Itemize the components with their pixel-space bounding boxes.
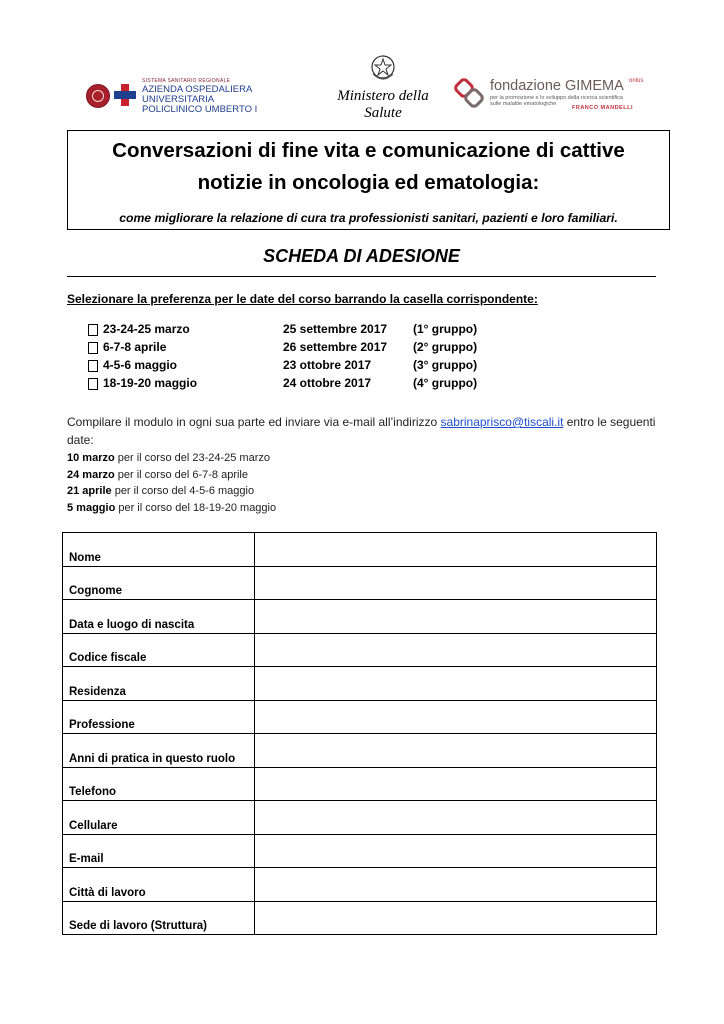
- deadline-list: [67, 450, 276, 516]
- university-seal-icon: [86, 84, 110, 108]
- birth-date-place-field[interactable]: [255, 601, 660, 633]
- form-row: [63, 734, 657, 768]
- email-link[interactable]: sabrinaprisco@tiscali.it: [440, 415, 564, 429]
- form-row: [63, 667, 657, 701]
- field-label: Codice fiscale: [63, 633, 255, 667]
- divider: [67, 276, 656, 277]
- deadline-item: 10 marzo per il corso del 23-24-25 marzo: [67, 452, 270, 464]
- form-row: [63, 901, 657, 935]
- hospital-cross-icon: [114, 84, 136, 106]
- gimema-title: fondazione GIMEMA: [490, 78, 624, 94]
- form-row: [63, 600, 657, 634]
- field-label: Nome: [63, 533, 255, 567]
- italian-emblem-icon: [370, 54, 396, 82]
- date-option-checkbox[interactable]: [88, 378, 98, 390]
- codice-fiscale-field[interactable]: [255, 634, 660, 666]
- field-label: Telefono: [63, 767, 255, 801]
- cellulare-field[interactable]: [255, 802, 660, 834]
- cognome-field[interactable]: [255, 567, 660, 599]
- field-label: Data e luogo di nascita: [63, 600, 255, 634]
- ministry-logo: [318, 48, 448, 121]
- deadline-item: 21 aprile per il corso del 4-5-6 maggio: [67, 485, 255, 497]
- gimema-mark-icon: [454, 78, 484, 108]
- field-label: Residenza: [63, 667, 255, 701]
- years-practice-field[interactable]: [255, 735, 660, 767]
- date-option-checkbox[interactable]: [88, 324, 98, 336]
- residenza-field[interactable]: [255, 668, 660, 700]
- page-title: Conversazioni di fine vita e comunicazione di cattive notizie in oncologia ed ematologia:: [112, 139, 625, 194]
- professione-field[interactable]: [255, 701, 660, 733]
- registration-form: [62, 532, 657, 935]
- date-option-2: 6-7-8 aprile 26 settembre 2017 (2° gruppo): [88, 340, 508, 358]
- field-label: Cellulare: [63, 801, 255, 835]
- deadline-item: 5 maggio per il corso del 18-19-20 maggio: [67, 501, 277, 514]
- course-date-options: [88, 322, 508, 394]
- hospital-caption: SISTEMA SANITARIO REGIONALE: [142, 78, 231, 84]
- date-option-4: 18-19-20 maggio 24 ottobre 2017 (4° gruppo): [88, 376, 508, 394]
- section-title: SCHEDA DI ADESIONE: [263, 246, 460, 266]
- form-row: [63, 767, 657, 801]
- gimema-onlus: onlus: [629, 78, 644, 84]
- workplace-field[interactable]: [255, 902, 660, 934]
- form-row: [63, 700, 657, 734]
- date-option-checkbox[interactable]: [88, 360, 98, 372]
- deadline-item: 24 marzo per il corso del 6-7-8 aprile: [67, 468, 248, 481]
- field-label: Cognome: [63, 566, 255, 600]
- date-option-1: 23-24-25 marzo 25 settembre 2017 (1° gruppo): [88, 322, 508, 340]
- hospital-name: AZIENDA OSPEDALIERA UNIVERSITARIA POLICLINICO UMBERTO I: [142, 84, 258, 115]
- form-row: [63, 801, 657, 835]
- form-row: [63, 533, 657, 567]
- date-option-3: 4-5-6 maggio 23 ottobre 2017 (3° gruppo): [88, 358, 508, 376]
- hospital-logo: [82, 76, 312, 115]
- field-label: Anni di pratica in questo ruolo: [63, 734, 255, 768]
- page-subtitle: come migliorare la relazione di cura tra professionisti sanitari, pazienti e loro familiari.: [119, 211, 618, 225]
- telefono-field[interactable]: [255, 768, 660, 800]
- form-row: [63, 633, 657, 667]
- form-row: [63, 868, 657, 902]
- nome-field[interactable]: [255, 534, 660, 566]
- title-box: [67, 130, 670, 230]
- email-field[interactable]: [255, 835, 660, 867]
- form-row: [63, 566, 657, 600]
- gimema-logo: [454, 78, 654, 112]
- form-row: [63, 834, 657, 868]
- instruction-text: Selezionare la preferenza per le date del corso barrando la casella corrispondente:: [67, 292, 538, 306]
- submission-instructions: Compilare il modulo in ogni sua parte ed inviare via e-mail all’indirizzo sabrinaprisco@tiscali.it entro le seguenti date:: [67, 415, 656, 447]
- field-label: Città di lavoro: [63, 868, 255, 902]
- gimema-subtitle: per la promozione e lo sviluppo della ricerca scientifica sulle malattie ematologiche: [490, 95, 623, 107]
- ministry-name: Ministero della Salute: [337, 88, 429, 121]
- date-option-checkbox[interactable]: [88, 342, 98, 354]
- field-label: Professione: [63, 700, 255, 734]
- header-logos: [82, 48, 652, 128]
- work-city-field[interactable]: [255, 869, 660, 901]
- field-label: Sede di lavoro (Struttura): [63, 901, 255, 935]
- field-label: E-mail: [63, 834, 255, 868]
- gimema-founder: FRANCO MANDELLI: [572, 105, 633, 111]
